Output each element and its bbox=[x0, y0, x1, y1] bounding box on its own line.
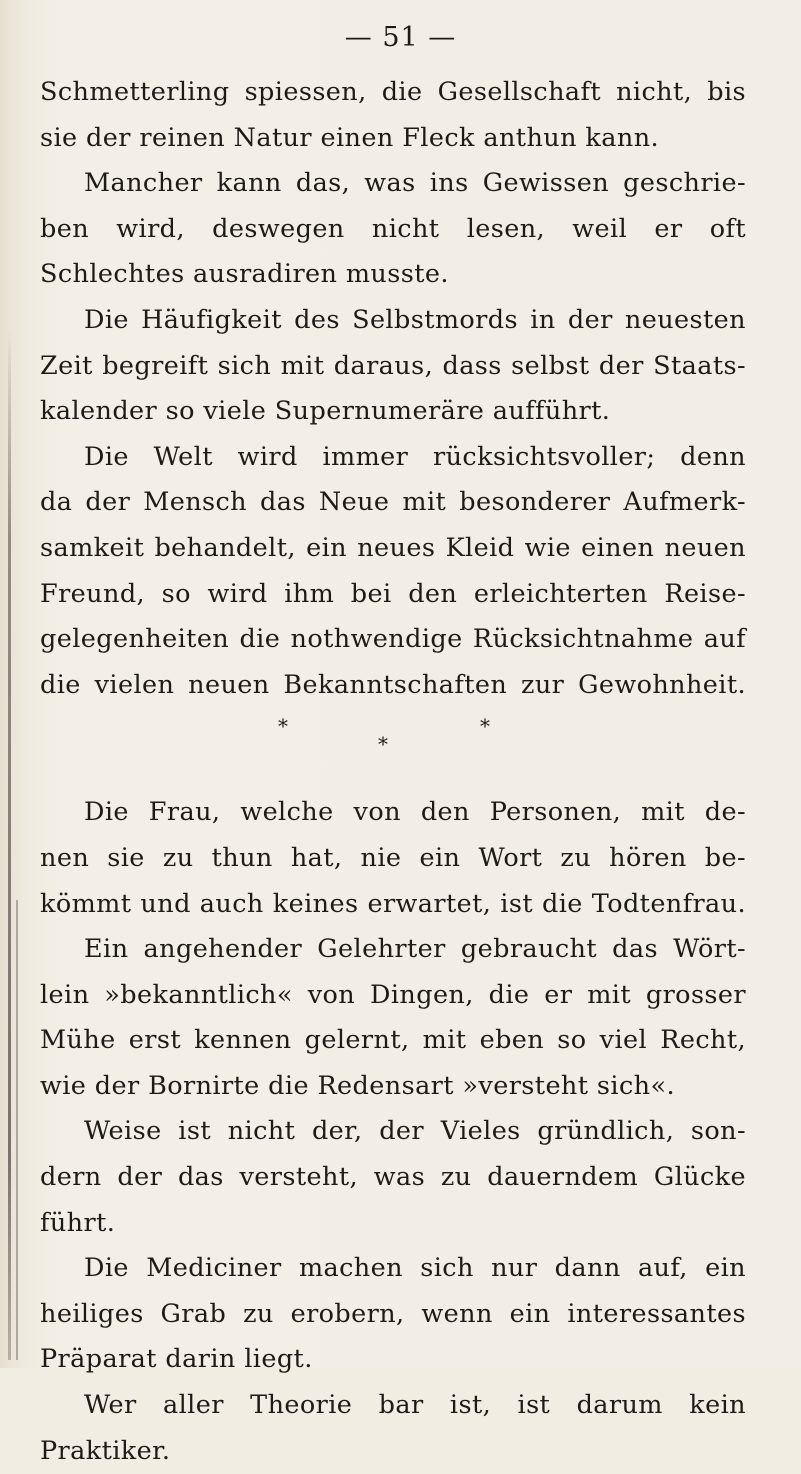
body-text bbox=[40, 70, 746, 1474]
text-line: wie der Bornirte die Redensart »versteht sich«. bbox=[40, 1070, 675, 1101]
asterisk: * bbox=[378, 732, 388, 757]
text-line: Die Mediciner machen sich nur dann auf, ein bbox=[84, 1253, 746, 1284]
text-line: kömmt und auch keines erwartet, ist die Todtenfrau. bbox=[40, 888, 746, 919]
text-line: Freund, so wird ihm bei den erleichterten Reise- bbox=[40, 578, 746, 609]
text-line: Ein angehender Gelehrter gebraucht das Wört- bbox=[84, 934, 746, 965]
text-line: Die Häufigkeit des Selbstmords in der neuesten bbox=[84, 304, 746, 335]
text-line: Schmetterling spiessen, die Gesellschaft nicht, bis bbox=[40, 77, 746, 107]
asterisk: * bbox=[480, 714, 490, 739]
text-line: ben wird, deswegen nicht lesen, weil er oft bbox=[40, 213, 746, 244]
text-line: führt. bbox=[40, 1207, 116, 1238]
text-line: die vielen neuen Bekanntschaften zur Gewohnheit. bbox=[40, 669, 746, 700]
text-line: da der Mensch das Neue mit besonderer Aufmerk- bbox=[40, 487, 746, 518]
binding-shadow-inner bbox=[16, 900, 18, 1360]
text-line: Mancher kann das, was ins Gewissen geschrie- bbox=[84, 168, 746, 199]
text-line: Schlechtes ausradiren musste. bbox=[40, 259, 449, 290]
text-line: Präparat darin liegt. bbox=[40, 1344, 313, 1375]
text-line: gelegenheiten die nothwendige Rücksichtnahme auf bbox=[40, 624, 746, 655]
binding-shadow bbox=[8, 330, 11, 1360]
text-line: samkeit behandelt, ein neues Kleid wie einen neuen bbox=[40, 532, 746, 563]
text-line: Die Welt wird immer rücksichtsvoller; denn bbox=[84, 441, 746, 472]
text-line: Praktiker. bbox=[40, 1435, 171, 1466]
text-line: kalender so viele Supernumeräre aufführt. bbox=[40, 396, 611, 427]
text-line: Zeit begreift sich mit daraus, dass selbst der Staats- bbox=[40, 350, 746, 381]
page-number-header: — 51 — bbox=[344, 22, 457, 53]
text-line: heiliges Grab zu erobern, wenn ein interessantes bbox=[40, 1298, 746, 1329]
text-line: Weise ist nicht der, der Vieles gründlich, son- bbox=[84, 1116, 746, 1147]
text-line: Mühe erst kennen gelernt, mit eben so viel Recht, bbox=[40, 1025, 746, 1056]
text-line: nen sie zu thun hat, nie ein Wort zu hören be- bbox=[40, 842, 746, 873]
text-line: dern der das versteht, was zu dauerndem Glücke bbox=[40, 1162, 746, 1193]
text-line: Wer aller Theorie bar ist, ist darum kein bbox=[84, 1390, 746, 1421]
section-separator bbox=[40, 708, 746, 790]
text-line: Die Frau, welche von den Personen, mit de- bbox=[84, 797, 746, 828]
text-line: sie der reinen Natur einen Fleck anthun kann. bbox=[40, 122, 660, 153]
text-line: lein »bekanntlich« von Dingen, die er mit grosser bbox=[40, 979, 746, 1010]
asterisk: * bbox=[278, 714, 288, 739]
